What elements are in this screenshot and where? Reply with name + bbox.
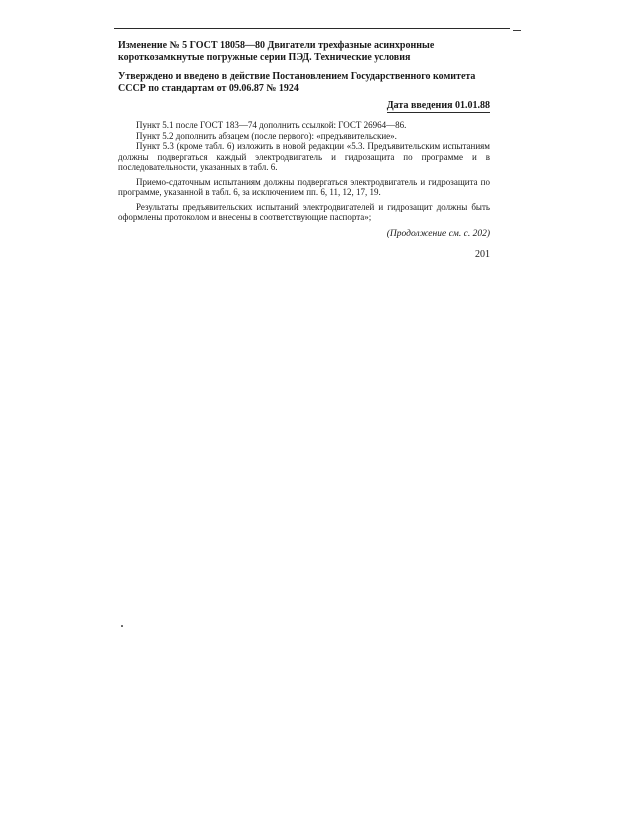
paragraph-test-results: Результаты предъявительских испытаний электродвигателей и гидрозащит должны быть оформлены протоколом и внесены в соответствующие паспорта»;	[118, 201, 490, 222]
approval-statement: Утверждено и введено в действие Постановлением Государственного комитета СССР по стандартам от 09.06.87 № 1924	[118, 71, 476, 94]
document-page	[118, 40, 490, 260]
top-dash	[513, 30, 521, 31]
paragraph-5-2: Пункт 5.2 дополнить абзацем (после первого): «предъявительские».	[136, 130, 397, 141]
amendment-title: Изменение № 5 ГОСТ 18058—80 Двигатели трехфазные асинхронные короткозамкнутые погружные серии ПЭД. Технические условия	[118, 40, 435, 63]
paragraph-5-3: Пункт 5.3 (кроме табл. 6) изложить в новой редакции «5.3. Предъявительским испытаниям должны подвергаться каждый электродвигатель и гидрозащита по программе и в последовательности, указанных в табл. 6.	[118, 141, 490, 172]
paragraph-acceptance-tests: Приемо-сдаточным испытаниям должны подвергаться электродвигатель и гидрозащита по программе, указанной в табл. 6, за исключением пп. 6, 11, 12, 17, 19.	[118, 176, 490, 197]
effective-date	[118, 100, 490, 112]
scan-speck	[121, 625, 123, 627]
effective-date-text: Дата введения 01.01.88	[386, 100, 490, 111]
continuation-note: (Продолжение см. с. 202)	[386, 228, 490, 239]
top-rule	[114, 28, 510, 29]
paragraph-5-1: Пункт 5.1 после ГОСТ 183—74 дополнить ссылкой: ГОСТ 26964—86.	[136, 120, 407, 130]
amendment-body	[118, 120, 490, 223]
page-number: 201	[475, 248, 490, 260]
